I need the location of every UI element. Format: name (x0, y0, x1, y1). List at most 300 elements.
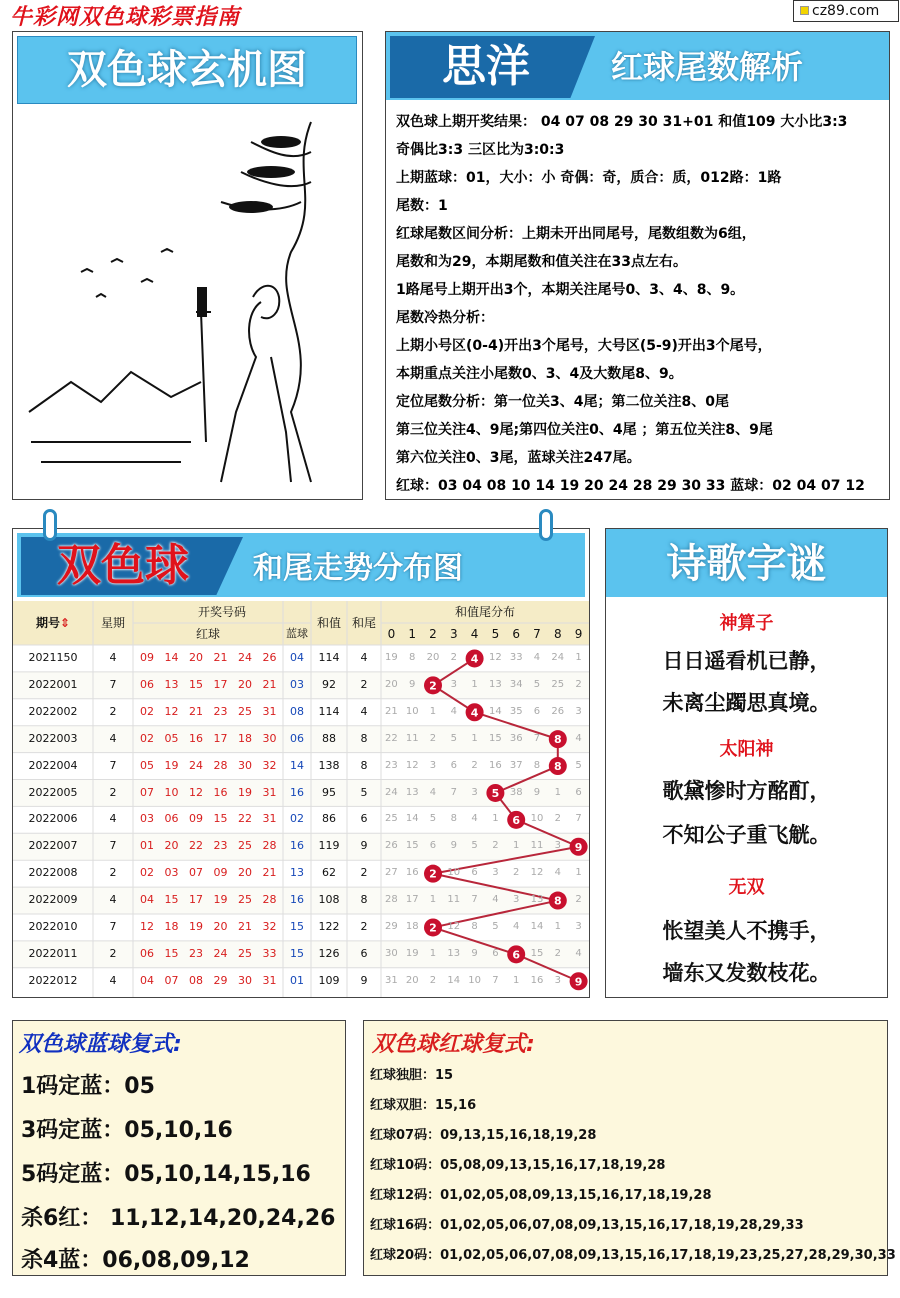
row-red-number: 06 (140, 677, 154, 691)
row-red-number: 17 (213, 677, 228, 691)
header-digit: 2 (429, 627, 437, 641)
row-dist-value: 14 (447, 974, 461, 986)
row-weekday: 7 (109, 758, 117, 772)
row-period: 2022003 (28, 731, 78, 745)
row-dist-value: 7 (575, 813, 582, 825)
row-sum: 86 (322, 812, 336, 826)
row-tail: 4 (360, 704, 368, 718)
red-combo-title: 双色球红球复式: (372, 1032, 535, 1057)
row-dist-value: 3 (471, 786, 478, 798)
red-combo-value: 15,16 (435, 1098, 477, 1113)
red-combo-value: 15 (435, 1068, 454, 1083)
row-blue-number: 15 (290, 946, 304, 960)
red-combo-panel (363, 1020, 896, 1276)
row-red-number: 15 (189, 677, 203, 691)
row-red-number: 22 (189, 839, 203, 853)
row-tail: 5 (360, 785, 368, 799)
trend-point-label: 5 (491, 786, 500, 800)
blue-combo-title: 双色球蓝球复式: (19, 1032, 182, 1057)
row-dist-value: 1 (575, 867, 582, 879)
row-period: 2022002 (28, 704, 78, 718)
row-blue-number: 15 (290, 920, 304, 933)
blue-combo-item: 杀4蓝：06,08,09,12 (21, 1248, 250, 1273)
analysis-line: 奇偶比3:3 三区比为3:0:3 (396, 142, 565, 158)
row-dist-value: 6 (533, 705, 541, 717)
row-dist-value: 15 (530, 947, 544, 959)
row-weekday: 2 (109, 704, 117, 718)
row-tail: 8 (360, 731, 368, 745)
binder-ring-left (43, 509, 57, 541)
row-dist-value: 19 (385, 652, 398, 663)
row-red-number: 19 (238, 785, 252, 799)
row-dist-value: 4 (429, 786, 437, 798)
blue-combo-item: 1码定蓝：05 (21, 1074, 155, 1099)
analysis-subtitle: 红球尾数解析 (611, 48, 804, 86)
analysis-line: 上期蓝球：01，大小：小 奇偶：奇，质合：质，012路：1路 (396, 170, 782, 186)
row-dist-value: 4 (513, 921, 520, 932)
row-dist-value: 11 (530, 840, 544, 852)
row-sum: 138 (318, 758, 340, 772)
row-dist-value: 3 (492, 867, 499, 879)
row-dist-value: 7 (533, 732, 541, 744)
analysis-line: 尾数和为29，本期尾数和值关注在33点左右。 (396, 254, 687, 270)
header-digit: 0 (387, 627, 396, 641)
blue-combo-item: 3码定蓝：05,10,16 (21, 1118, 233, 1143)
red-combo-item (370, 1211, 885, 1241)
row-red-number: 03 (140, 812, 154, 826)
header-digit: 5 (491, 627, 500, 641)
row-blue-number: 02 (290, 812, 304, 826)
row-tail: 9 (360, 973, 368, 987)
header-digit: 7 (533, 627, 541, 641)
row-dist-value: 7 (492, 974, 499, 986)
row-weekday: 4 (109, 893, 117, 907)
row-dist-value: 2 (513, 867, 520, 879)
row-weekday: 7 (109, 920, 117, 933)
analysis-line: 1路尾号上期开出3个，本期关注尾号0、3、4、8、9。 (396, 282, 745, 298)
row-tail: 2 (360, 920, 368, 933)
trend-point-label: 2 (429, 867, 437, 881)
row-red-number: 07 (140, 785, 154, 799)
site-badge-text: cz89.com (812, 3, 880, 19)
row-dist-value: 16 (489, 759, 502, 771)
row-red-number: 20 (164, 839, 179, 853)
row-red-number: 21 (213, 651, 228, 664)
row-sum: 88 (322, 731, 336, 745)
row-dist-value: 1 (513, 840, 520, 852)
row-dist-value: 5 (492, 921, 499, 932)
row-dist-value: 1 (429, 894, 437, 906)
row-dist-value: 8 (533, 759, 541, 771)
row-weekday: 7 (109, 839, 117, 853)
row-sum: 92 (322, 677, 336, 691)
analysis-line: 第三位关注4、9尾;第四位关注0、4尾 ；第五位关注8、9尾 (396, 422, 773, 438)
header-sum: 和值 (316, 616, 341, 630)
row-dist-value: 13 (489, 678, 502, 690)
row-tail: 8 (360, 893, 368, 907)
row-dist-value: 3 (554, 840, 561, 852)
row-red-number: 02 (140, 866, 154, 880)
row-dist-value: 4 (471, 813, 478, 825)
row-dist-value: 36 (509, 732, 523, 744)
row-red-number: 32 (262, 758, 277, 772)
row-dist-value: 3 (429, 759, 437, 771)
row-red-number: 19 (213, 893, 228, 907)
row-dist-value: 26 (385, 840, 398, 852)
row-red-number: 30 (262, 731, 277, 745)
row-dist-value: 8 (409, 652, 416, 663)
row-red-number: 23 (189, 946, 203, 960)
row-dist-value: 10 (447, 867, 461, 879)
row-red-number: 21 (238, 920, 252, 933)
red-combo-label: 红球10码： (370, 1158, 441, 1173)
row-period: 2022008 (28, 866, 78, 880)
row-dist-value: 16 (405, 867, 419, 879)
row-red-number: 02 (140, 704, 154, 718)
row-dist-value: 2 (429, 974, 437, 986)
row-dist-value: 14 (530, 921, 544, 932)
row-dist-value: 26 (551, 705, 565, 717)
row-red-number: 06 (140, 946, 154, 960)
row-dist-value: 24 (385, 786, 398, 798)
trend-point-label: 8 (553, 760, 562, 774)
row-red-number: 28 (262, 839, 277, 853)
row-dist-value: 3 (575, 705, 582, 717)
row-dist-value: 17 (405, 894, 419, 906)
row-dist-value: 19 (405, 947, 419, 959)
row-blue-number: 16 (290, 839, 304, 853)
red-combo-value: 09,13,15,16,18,19,28 (440, 1128, 597, 1143)
header-draw: 开奖号码 (197, 605, 246, 619)
header-digit: 1 (408, 627, 417, 641)
row-blue-number: 16 (290, 893, 304, 907)
row-red-number: 19 (189, 920, 203, 933)
row-dist-value: 6 (492, 947, 499, 959)
red-combo-value: 01,02,05,06,07,08,09,13,15,16,17,18,19,23,25,27,28,29,30,33 (440, 1248, 896, 1263)
row-dist-value: 20 (385, 678, 398, 690)
poem-line: 怅望美人不携手， (662, 919, 831, 943)
row-red-number: 09 (140, 651, 154, 664)
row-tail: 6 (360, 812, 368, 826)
row-dist-value: 1 (575, 652, 582, 663)
header-digit: 8 (553, 627, 562, 641)
red-combo-value: 05,08,09,13,15,16,17,18,19,28 (440, 1158, 666, 1173)
trend-point-label: 4 (470, 706, 479, 720)
row-dist-value: 15 (489, 732, 502, 744)
poem-title: 诗歌字谜 (666, 541, 827, 587)
row-red-number: 07 (164, 973, 179, 987)
row-dist-value: 2 (554, 947, 561, 959)
row-red-number: 12 (140, 920, 154, 933)
row-dist-value: 14 (489, 705, 502, 717)
analysis-line: 尾数：1 (396, 198, 448, 214)
analysis-lines (396, 108, 886, 500)
row-dist-value: 8 (450, 813, 457, 825)
row-dist-value: 29 (385, 921, 398, 932)
header-period: 期号⇕ (35, 616, 71, 630)
red-combo-value: 01,02,05,08,09,13,15,16,17,18,19,28 (440, 1188, 712, 1203)
row-dist-value: 8 (471, 921, 478, 932)
row-dist-value: 3 (575, 921, 582, 932)
row-dist-value: 35 (509, 705, 523, 717)
row-dist-value: 38 (509, 786, 523, 798)
poem-author: 太阳神 (719, 739, 774, 760)
row-dist-value: 3 (513, 894, 520, 906)
row-blue-number: 06 (290, 731, 304, 745)
trend-brand: 双色球 (57, 540, 189, 591)
badge-square-icon (800, 6, 809, 15)
analysis-brand: 思洋 (442, 41, 530, 92)
row-dist-value: 25 (551, 678, 565, 690)
row-dist-value: 9 (533, 786, 541, 798)
row-dist-value: 13 (447, 947, 461, 959)
row-period: 2022006 (28, 812, 78, 826)
row-weekday: 4 (109, 731, 117, 745)
row-dist-value: 11 (447, 894, 461, 906)
row-period: 2022011 (28, 946, 78, 960)
row-dist-value: 5 (450, 732, 457, 744)
row-blue-number: 03 (290, 677, 304, 691)
row-red-number: 31 (262, 812, 277, 826)
row-dist-value: 27 (385, 867, 398, 879)
row-dist-value: 6 (429, 840, 437, 852)
row-sum: 114 (318, 651, 340, 664)
trend-point-label: 4 (470, 652, 479, 666)
page-title: 牛彩网双色球彩票指南 (10, 5, 241, 30)
trend-point-label: 8 (553, 894, 562, 908)
trend-table (13, 601, 589, 997)
header-red: 红球 (195, 627, 220, 641)
row-dist-value: 4 (575, 732, 582, 744)
row-weekday: 4 (109, 812, 117, 826)
blue-combo-item: 杀6红： 11,12,14,20,24,26 (21, 1206, 336, 1231)
row-sum: 114 (318, 704, 340, 718)
sort-icon[interactable]: ⇕ (59, 616, 71, 630)
row-red-number: 17 (213, 731, 228, 745)
row-dist-value: 2 (575, 894, 582, 906)
row-dist-value: 3 (450, 678, 457, 690)
row-dist-value: 7 (471, 894, 478, 906)
row-red-number: 31 (262, 785, 277, 799)
row-dist-value: 23 (385, 759, 398, 771)
row-sum: 62 (322, 866, 336, 880)
blue-combo-panel (12, 1020, 346, 1276)
red-combo-label: 红球双胆： (370, 1098, 436, 1113)
row-red-number: 05 (140, 758, 154, 772)
row-dist-value: 5 (575, 759, 582, 771)
row-red-number: 04 (140, 893, 154, 907)
row-red-number: 30 (238, 758, 252, 772)
row-red-number: 21 (262, 677, 277, 691)
row-red-number: 02 (140, 731, 154, 745)
analysis-line: 上期小号区(0-4)开出3个尾号，大号区(5-9)开出3个尾号， (396, 338, 772, 354)
analysis-line: 尾数冷热分析： (396, 310, 494, 326)
red-combo-label: 红球16码： (370, 1218, 441, 1233)
row-dist-value: 6 (450, 759, 457, 771)
row-dist-value: 4 (554, 867, 561, 879)
poem-panel (605, 528, 888, 998)
row-dist-value: 7 (450, 786, 457, 798)
row-weekday: 4 (109, 651, 117, 664)
row-blue-number: 14 (290, 758, 304, 772)
row-red-number: 32 (262, 920, 277, 933)
row-blue-number: 16 (290, 785, 304, 799)
row-red-number: 15 (164, 893, 179, 907)
red-combo-value: 01,02,05,06,07,08,09,13,15,16,17,18,19,28,29,33 (440, 1218, 804, 1233)
row-dist-value: 13 (530, 894, 544, 906)
trend-point-label: 2 (429, 921, 437, 935)
row-dist-value: 5 (533, 678, 541, 690)
header-tail: 和尾 (351, 616, 376, 630)
red-combo-item (370, 1241, 896, 1271)
row-dist-value: 25 (385, 813, 398, 825)
row-weekday: 2 (109, 785, 117, 799)
row-dist-value: 5 (429, 813, 437, 825)
row-dist-value: 33 (509, 652, 523, 663)
row-red-number: 09 (189, 812, 203, 826)
row-red-number: 25 (238, 893, 252, 907)
xuanji-panel (12, 31, 363, 500)
row-red-number: 01 (140, 839, 154, 853)
row-dist-value: 20 (405, 974, 419, 986)
poem-line: 歌黛惨时方酩酊， (662, 779, 831, 803)
row-dist-value: 16 (530, 974, 544, 986)
poem-line: 墙东又发数枝花。 (662, 961, 831, 985)
site-badge[interactable] (793, 0, 899, 22)
red-combo-label: 红球12码： (370, 1188, 441, 1203)
header-blue: 蓝球 (286, 627, 308, 640)
row-dist-value: 1 (554, 786, 561, 798)
row-dist-value: 4 (533, 652, 541, 663)
row-red-number: 10 (164, 785, 179, 799)
analysis-line: 本期重点关注小尾数0、3、4及大数尾8、9。 (396, 366, 683, 382)
row-dist-value: 3 (554, 974, 561, 986)
binder-ring-right (539, 509, 553, 541)
row-red-number: 26 (262, 651, 277, 664)
red-combo-item (370, 1061, 885, 1091)
row-red-number: 06 (164, 812, 179, 826)
row-tail: 2 (360, 866, 368, 880)
row-blue-number: 08 (290, 704, 304, 718)
row-dist-value: 1 (471, 732, 478, 744)
row-red-number: 03 (164, 866, 179, 880)
row-sum: 119 (318, 839, 340, 853)
row-dist-value: 2 (554, 813, 561, 825)
header-digit: 6 (512, 627, 521, 641)
row-dist-value: 13 (405, 786, 419, 798)
row-dist-value: 1 (471, 678, 478, 690)
row-dist-value: 34 (509, 678, 523, 690)
row-red-number: 14 (164, 651, 179, 664)
row-tail: 8 (360, 758, 368, 772)
row-red-number: 23 (213, 839, 228, 853)
row-dist-value: 2 (429, 732, 437, 744)
row-sum: 109 (318, 973, 340, 987)
row-period: 2022004 (28, 758, 78, 772)
row-red-number: 15 (164, 946, 179, 960)
row-red-number: 05 (164, 731, 179, 745)
row-dist-value: 24 (551, 652, 565, 663)
row-sum: 122 (318, 920, 340, 933)
row-red-number: 12 (189, 785, 203, 799)
row-dist-value: 1 (554, 921, 561, 932)
row-dist-value: 28 (385, 894, 398, 906)
row-weekday: 4 (109, 973, 117, 987)
row-dist-value: 2 (471, 759, 478, 771)
row-red-number: 17 (189, 893, 203, 907)
row-red-number: 28 (213, 758, 228, 772)
red-combo-label: 红球07码： (370, 1128, 441, 1143)
row-period: 2022007 (28, 839, 78, 853)
row-tail: 2 (360, 677, 368, 691)
row-dist-value: 9 (409, 678, 416, 690)
row-sum: 95 (322, 785, 336, 799)
row-red-number: 24 (189, 758, 203, 772)
row-sum: 126 (318, 946, 340, 960)
poem-author: 神算子 (719, 613, 774, 634)
header-digit: 9 (574, 627, 583, 641)
row-dist-value: 1 (513, 974, 520, 986)
trend-panel (12, 528, 590, 998)
row-dist-value: 6 (575, 786, 582, 798)
row-red-number: 22 (238, 812, 252, 826)
poem-line: 未离尘躅思真境。 (662, 691, 831, 715)
poem-author: 无双 (728, 877, 765, 898)
row-period: 2021150 (28, 651, 78, 664)
row-red-number: 31 (262, 704, 277, 718)
analysis-panel (385, 31, 890, 500)
row-dist-value: 9 (471, 947, 478, 959)
row-period: 2022001 (28, 677, 78, 691)
row-red-number: 20 (238, 866, 252, 880)
trend-point-label: 9 (574, 975, 583, 989)
row-red-number: 18 (164, 920, 179, 933)
row-dist-value: 21 (385, 705, 398, 717)
trend-subtitle: 和尾走势分布图 (253, 551, 463, 586)
row-red-number: 16 (189, 731, 203, 745)
red-combo-item (370, 1151, 885, 1181)
row-red-number: 07 (189, 866, 203, 880)
row-dist-value: 9 (450, 840, 457, 852)
row-dist-value: 1 (429, 947, 437, 959)
row-weekday: 2 (109, 946, 117, 960)
row-dist-value: 10 (405, 705, 419, 717)
red-combo-item (370, 1121, 885, 1151)
row-red-number: 24 (238, 651, 252, 664)
row-red-number: 28 (262, 893, 277, 907)
row-dist-value: 1 (429, 705, 437, 717)
row-red-number: 23 (213, 704, 228, 718)
row-red-number: 24 (213, 946, 228, 960)
row-red-number: 31 (262, 973, 277, 987)
analysis-line: 定位尾数分析：第一位关3、4尾；第二位关注8、0尾 (396, 394, 729, 410)
red-combo-item (370, 1091, 885, 1121)
row-red-number: 21 (262, 866, 277, 880)
red-combo-item (370, 1181, 885, 1211)
row-dist-value: 20 (426, 652, 440, 663)
row-red-number: 19 (164, 758, 179, 772)
row-dist-value: 5 (471, 840, 478, 852)
row-dist-value: 6 (471, 867, 478, 879)
row-red-number: 33 (262, 946, 277, 960)
row-red-number: 04 (140, 973, 154, 987)
trend-point-label: 6 (512, 813, 521, 827)
row-tail: 6 (360, 946, 368, 960)
row-period: 2022009 (28, 893, 78, 907)
row-period: 2022012 (28, 973, 78, 987)
trend-point-label: 9 (574, 840, 583, 854)
analysis-line: 双色球上期开奖结果： 04 07 08 29 30 31+01 和值109 大小比3:3 (396, 114, 848, 130)
